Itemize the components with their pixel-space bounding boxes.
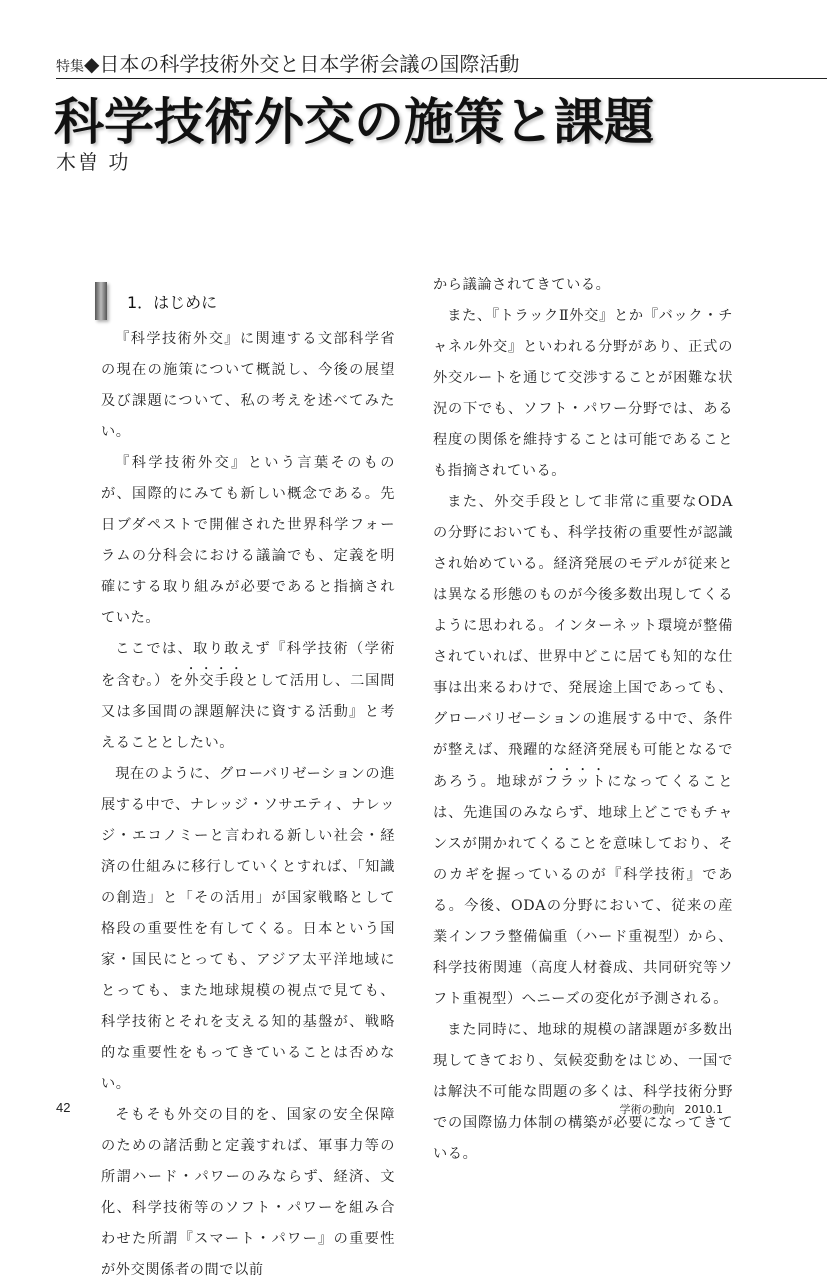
paragraph: そもそも外交の目的を、国家の安全保障のための諸活動と定義すれば、軍事力等の所謂ハード・パワーのみならず、経済、文化、科学技術等のソフト・パワーを組み合わせた所謂『スマート・パワー』の重要性が外交関係者の間で以前 <box>101 1107 395 1278</box>
emphasis-text: フラット <box>544 774 608 790</box>
paragraph-text: になってくることは、先進国のみならず、地球上どこでもチャンスが開かれてくることを意味しており、そのカギを握っているのが『科学技術』である。今後、ODAの分野において、従来の産業インフラ整備偏重（ハード重視型）から、科学技術関連（高度人材養成、共同研究等ソフト重視型）へニーズの変化が予測される。 <box>433 774 733 1007</box>
feature-tag: 特集 <box>56 59 84 75</box>
paragraph: 『科学技術外交』という言葉そのものが、国際的にみても新しい概念である。先日ブダペストで開催された世界科学フォーラムの分科会における議論でも、定義を明確にする取り組みが必要であると指摘されていた。 <box>101 455 395 626</box>
paragraph-text: また、外交手段として非常に重要なODAの分野においても、科学技術の重要性が認識され始めている。経済発展のモデルが従来とは異なる形態のものが今後多数出現してくるように思われる。インターネット環境が整備されていれば、世界中どこに居ても知的な仕事は出来るわけで、発展途上国であっても、グローバリゼーションの進展する中で、条件が整えば、飛躍的な経済発展も可能となるであろう。地球が <box>433 494 733 790</box>
paragraph <box>101 634 395 759</box>
feature-marker: ◆ <box>84 52 100 76</box>
paragraph <box>433 487 733 1015</box>
feature-label <box>56 48 519 77</box>
section-heading <box>95 281 217 321</box>
author-name: 木曽 功 <box>56 150 131 174</box>
body-column-left <box>101 324 395 1286</box>
paragraph-text: として活用し、二国間又は多国間の課題解決に資する活動』と考えることとしたい。 <box>101 673 395 751</box>
journal-name: 学術の動向 <box>619 1103 675 1116</box>
journal-footer <box>620 1101 724 1117</box>
paragraph: また同時に、地球的規模の諸課題が多数出現してきており、気候変動をはじめ、一国では解決不可能な問題の多くは、科学技術分野での国際協力体制の構築が必要になってきている。 <box>433 1022 733 1162</box>
journal-issue: 2010.1 <box>684 1103 723 1116</box>
paragraph-text: ここでは、取り敢えず『科学技術（学術を含む。）を <box>101 641 395 689</box>
paragraph-continued: から議論されてきている。 <box>433 277 611 293</box>
article-title: 科学技術外交の施策と課題 <box>54 92 654 151</box>
section-title: 1．はじめに <box>127 292 218 312</box>
paragraph: 現在のように、グローバリゼーションの進展する中で、ナレッジ・ソサエティ、ナレッジ・エコノミーと言われる新しい社会・経済の仕組みに移行していくとすれば、「知識の創造」と「その活用」が国家戦略として格段の重要性を有してくる。日本という国家・国民にとっても、アジア太平洋地域にとっても、また地球規模の視点で見ても、科学技術とそれを支える知的基盤が、戦略的な重要性をもってきていることは否めない。 <box>101 766 395 1092</box>
body-column-right <box>433 270 733 1170</box>
page-number: 42 <box>56 1100 71 1115</box>
paragraph: また、『トラックⅡ外交』とか『バック・チャネル外交』といわれる分野があり、正式の外交ルートを通じて交渉することが困難な状況の下でも、ソフト・パワー分野では、ある程度の関係を維持することは可能であることも指摘されている。 <box>433 308 733 479</box>
emphasis-text: 外交手段 <box>184 673 245 689</box>
feature-title: 日本の科学技術外交と日本学術会議の国際活動 <box>99 52 520 76</box>
section-bar-icon <box>95 282 107 320</box>
header-rule <box>56 78 827 79</box>
paragraph: 『科学技術外交』に関連する文部科学省の現在の施策について概説し、今後の展望及び課題について、私の考えを述べてみたい。 <box>101 331 395 440</box>
